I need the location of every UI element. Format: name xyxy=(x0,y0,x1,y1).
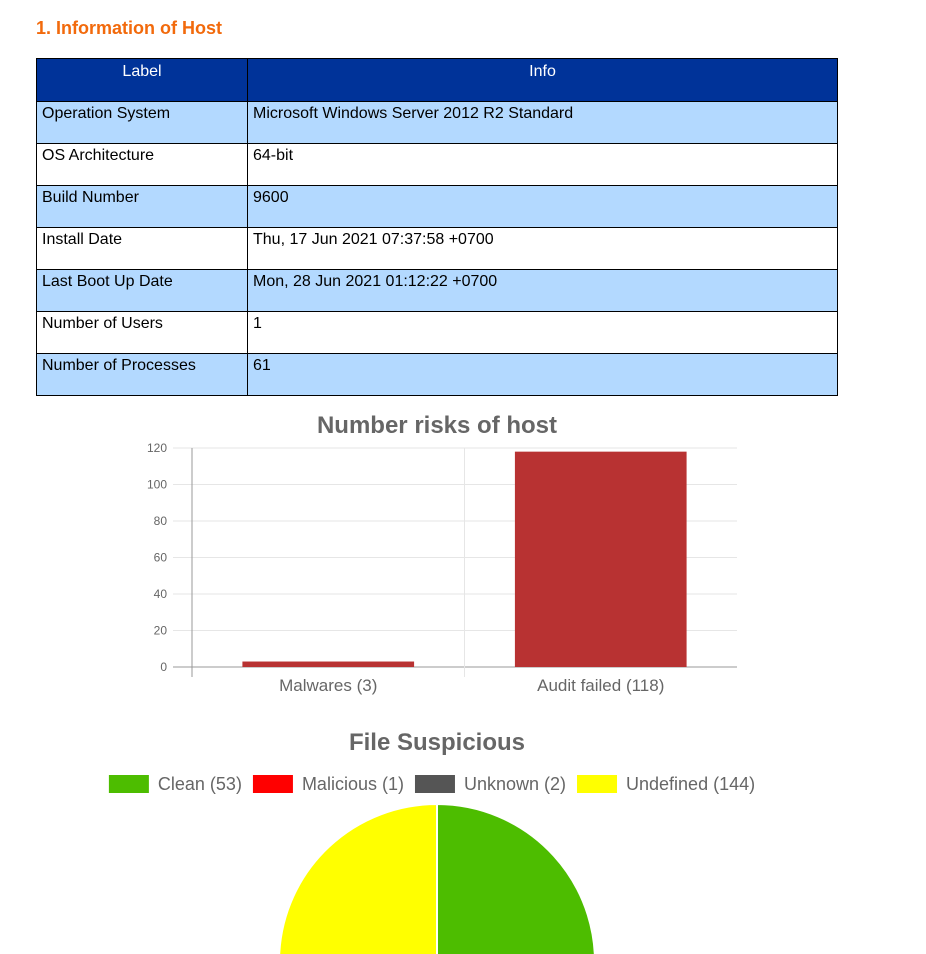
x-category-label: Audit failed (118) xyxy=(537,676,665,695)
host-info-table xyxy=(36,58,838,396)
table-row xyxy=(37,144,838,186)
bar xyxy=(242,662,414,667)
row-value: 64-bit xyxy=(248,144,838,186)
y-tick-label: 80 xyxy=(153,514,167,528)
row-value: 61 xyxy=(248,354,838,396)
table-row xyxy=(37,186,838,228)
table-row xyxy=(37,312,838,354)
row-value: 1 xyxy=(248,312,838,354)
row-value: 9600 xyxy=(248,186,838,228)
row-label: Operation System xyxy=(37,102,248,144)
y-tick-label: 100 xyxy=(146,477,167,492)
row-label: Build Number xyxy=(37,186,248,228)
y-tick-label: 120 xyxy=(146,441,167,455)
row-label: Number of Processes xyxy=(37,354,248,396)
pie-chart-title: File Suspicious xyxy=(348,729,526,756)
table-row xyxy=(37,102,838,144)
bar-chart-title: Number risks of host xyxy=(316,412,558,439)
table-row xyxy=(37,228,838,270)
y-tick-label: 0 xyxy=(160,660,167,674)
bar xyxy=(515,452,687,667)
row-label: Install Date xyxy=(37,228,248,270)
legend-swatch xyxy=(415,775,455,793)
legend-label: Clean (53) xyxy=(157,774,242,794)
row-label: Last Boot Up Date xyxy=(37,270,248,312)
legend-swatch xyxy=(577,775,617,793)
legend-label: Undefined (144) xyxy=(626,774,756,794)
legend-swatch xyxy=(109,775,149,793)
y-tick-label: 40 xyxy=(153,587,167,601)
row-value: Thu, 17 Jun 2021 07:37:58 +0700 xyxy=(248,228,838,270)
legend-label: Malicious (1) xyxy=(301,774,404,794)
file-suspicious-pie-chart xyxy=(0,700,926,954)
table-row xyxy=(37,354,838,396)
table-header-row xyxy=(37,59,838,102)
y-tick-label: 20 xyxy=(153,623,167,638)
row-value: Microsoft Windows Server 2012 R2 Standard xyxy=(248,102,838,144)
row-value: Mon, 28 Jun 2021 01:12:22 +0700 xyxy=(248,270,838,312)
row-label: Number of Users xyxy=(37,312,248,354)
legend-label: Unknown (2) xyxy=(463,774,567,794)
y-tick-label: 60 xyxy=(153,550,167,565)
column-header-label: Label xyxy=(37,59,248,102)
legend-swatch xyxy=(253,775,293,793)
table-row xyxy=(37,270,838,312)
risks-bar-chart xyxy=(0,400,926,700)
x-category-label: Malwares (3) xyxy=(279,676,378,695)
row-label: OS Architecture xyxy=(37,144,248,186)
section-title: 1. Information of Host xyxy=(36,18,222,38)
pie-slice xyxy=(437,804,595,954)
column-header-info: Info xyxy=(248,59,838,102)
